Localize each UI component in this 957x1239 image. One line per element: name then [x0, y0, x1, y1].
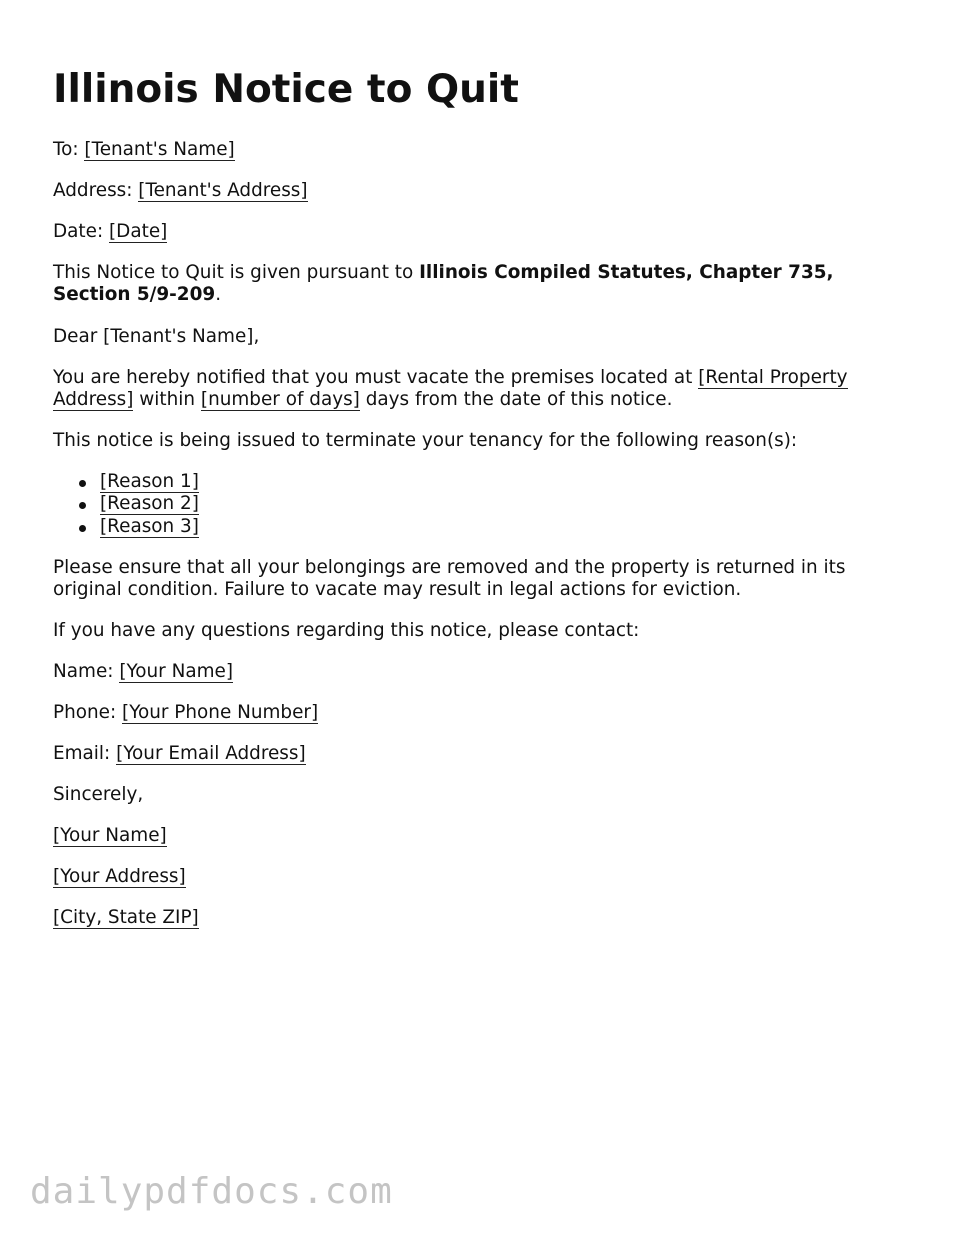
statute-suffix: .	[215, 284, 222, 305]
signature-city-line	[53, 907, 199, 929]
date-label: Date:	[53, 221, 109, 242]
contact-phone-line	[53, 702, 318, 724]
contact-email-label: Email:	[53, 743, 117, 764]
your-phone-field: [Your Phone Number]	[122, 702, 319, 723]
page-title: Illinois Notice to Quit	[53, 67, 519, 112]
ensure-paragraph: Please ensure that all your belongings are removed and the property is returned in its original condition. Failure to vacate may result in legal actions for eviction.	[53, 557, 846, 600]
signature-city-field: [City, State ZIP]	[53, 907, 199, 928]
contact-name-line	[53, 661, 233, 683]
your-name-field: [Your Name]	[119, 661, 234, 682]
list-item	[53, 516, 199, 538]
vacate-prefix: You are hereby notified that you must vacate the premises located at	[53, 367, 699, 388]
reasons-intro: This notice is being issued to terminate your tenancy for the following reason(s):	[53, 430, 798, 451]
list-item	[53, 471, 199, 493]
statute-prefix: This Notice to Quit is given pursuant to	[53, 262, 420, 283]
watermark: dailypdfdocs.com	[30, 1171, 393, 1212]
contact-intro: If you have any questions regarding this notice, please contact:	[53, 620, 640, 641]
your-email-field: [Your Email Address]	[116, 743, 306, 764]
tenant-name-field: [Tenant's Name]	[84, 139, 235, 160]
statute-paragraph	[53, 262, 883, 306]
reason-field: [Reason 3]	[100, 515, 199, 537]
statute-citation: Illinois Compiled Statutes, Chapter 735, Section 5/9-209	[53, 262, 834, 305]
closing: Sincerely,	[53, 784, 144, 805]
reasons-list	[53, 471, 199, 538]
tenant-address-field: [Tenant's Address]	[138, 180, 308, 201]
address-line	[53, 180, 308, 202]
to-line	[53, 139, 235, 161]
date-line	[53, 221, 167, 243]
bullet-icon	[79, 480, 86, 487]
contact-email-line	[53, 743, 306, 765]
to-label: To:	[53, 139, 85, 160]
address-label: Address:	[53, 180, 139, 201]
vacate-suffix: days from the date of this notice.	[359, 389, 673, 410]
number-of-days-field: [number of days]	[200, 389, 360, 410]
vacate-middle: within	[133, 389, 201, 410]
rental-property-field: [Rental Property Address]	[53, 367, 848, 410]
reason-field: [Reason 1]	[100, 471, 199, 492]
signature-name-line	[53, 825, 167, 847]
signature-address-line	[53, 866, 186, 888]
reason-field: [Reason 2]	[100, 493, 199, 515]
bullet-icon	[79, 525, 86, 532]
date-field: [Date]	[109, 221, 168, 242]
bullet-icon	[79, 502, 86, 509]
list-item	[53, 493, 199, 515]
vacate-paragraph	[53, 367, 883, 411]
salutation: Dear [Tenant's Name],	[53, 326, 260, 347]
signature-name-field: [Your Name]	[53, 825, 167, 846]
contact-name-label: Name:	[53, 661, 120, 682]
signature-address-field: [Your Address]	[53, 866, 186, 887]
contact-phone-label: Phone:	[53, 702, 123, 723]
